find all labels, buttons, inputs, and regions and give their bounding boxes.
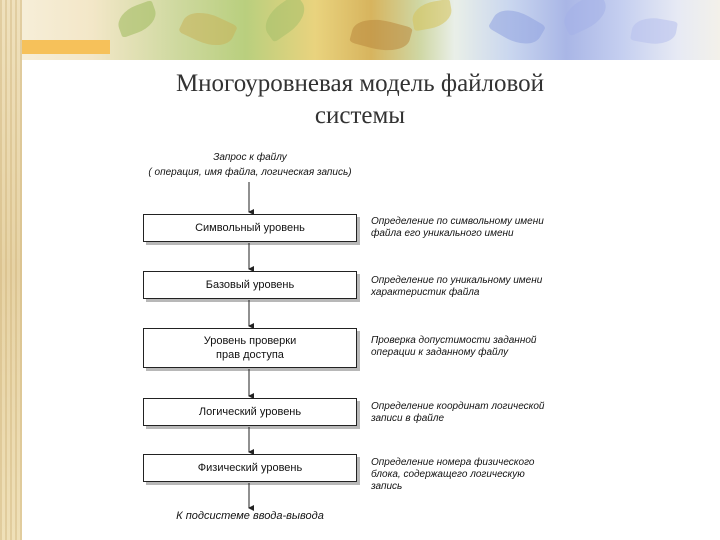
output-label: К подсистеме ввода-вывода (176, 510, 324, 522)
slide-title: Многоуровневая модель файловой системы (175, 70, 545, 129)
level-description: Определение по символьному имени файла его уникального имени (371, 216, 544, 239)
level-label: Символьный уровень (195, 222, 305, 234)
level-label: Базовый уровень (205, 279, 295, 291)
level-description: Определение по уникальному имени характеристик файла (371, 275, 543, 298)
level-description: Проверка допустимости заданной операции к заданному файлу (371, 335, 537, 358)
level-description: Определение координат логической записи в файле (371, 401, 545, 424)
level-label: Логический уровень (198, 406, 302, 418)
level-label: Физический уровень (197, 462, 303, 474)
request-details: ( операция, имя файла, логическая запись) (148, 167, 352, 178)
request-label: Запрос к файлу (213, 152, 287, 163)
level-label: Уровень проверки прав доступа (203, 335, 297, 361)
level-description: Определение номера физического блока, содержащего логическую запись (371, 457, 535, 492)
